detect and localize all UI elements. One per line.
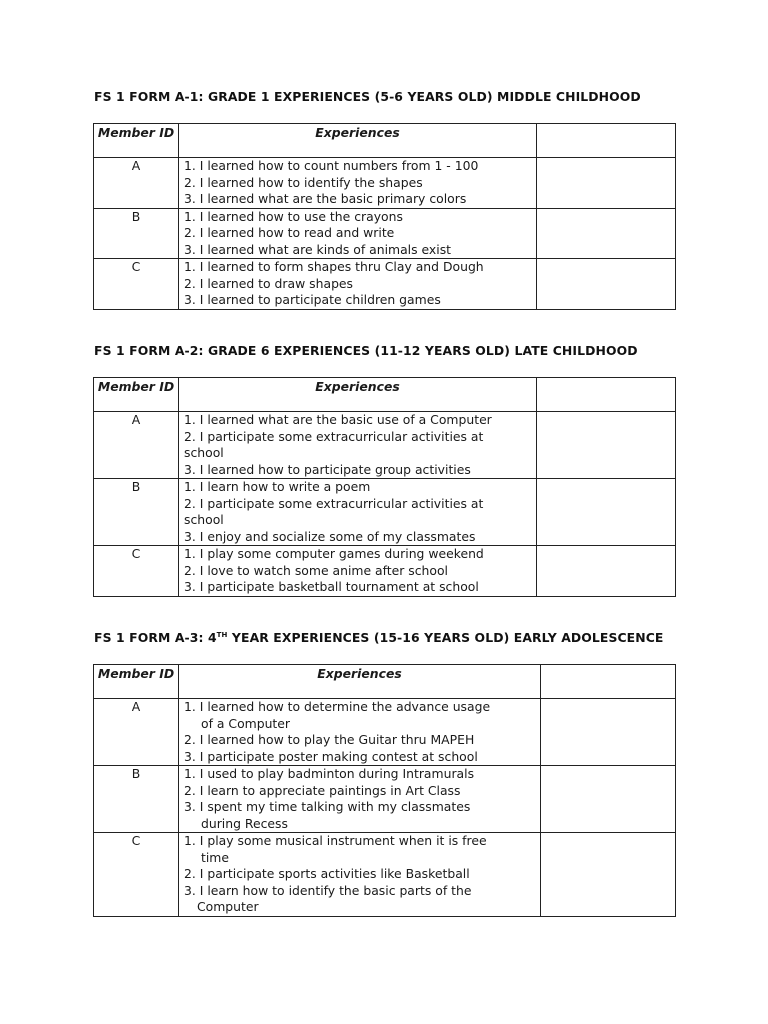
- experience-line: 3. I learn how to identify the basic parts of the: [184, 882, 472, 898]
- table-row: [94, 158, 676, 209]
- table-header-row: [94, 378, 676, 412]
- blank-cell: [537, 158, 676, 209]
- blank-cell: [541, 699, 676, 766]
- member-id-header: Member ID: [94, 378, 179, 412]
- experience-line: of a Computer: [201, 715, 291, 731]
- member-id-cell: B: [94, 208, 179, 259]
- experience-line: 2. I learned to draw shapes: [184, 275, 354, 291]
- experiences-header: Experiences: [179, 378, 537, 412]
- experience-cell: [179, 699, 541, 766]
- ordinal-suffix: TH: [216, 631, 228, 639]
- experience-cell: [179, 833, 541, 917]
- experience-line: 2. I learn to appreciate paintings in Art Class: [184, 782, 461, 798]
- experience-line: time: [201, 849, 229, 865]
- table-row: [94, 833, 676, 917]
- experience-line: 3. I learned how to participate group activities: [184, 461, 471, 477]
- experience-line: 1. I learned how to count numbers from 1 - 100: [184, 158, 479, 173]
- experience-line: 2. I love to watch some anime after school: [184, 562, 449, 578]
- experience-line: 2. I participate sports activities like Basketball: [184, 866, 470, 881]
- experience-cell: [179, 158, 537, 209]
- experience-line: 2. I participate some extracurricular activities at: [184, 495, 484, 511]
- member-id-header: Member ID: [94, 665, 179, 699]
- experience-line: 2. I learned how to identify the shapes: [184, 174, 423, 190]
- experience-line: 1. I learned to form shapes thru Clay and Dough: [184, 259, 484, 274]
- form-a1-table: [93, 123, 676, 310]
- experience-line: 1. I play some computer games during weekend: [184, 546, 484, 561]
- member-id-cell: B: [94, 479, 179, 546]
- experience-line: 3. I spent my time talking with my classmates: [184, 799, 471, 814]
- experience-line: 1. I learned what are the basic use of a Computer: [184, 412, 492, 427]
- blank-header: [537, 378, 676, 412]
- experiences-header: Experiences: [179, 124, 537, 158]
- blank-cell: [537, 479, 676, 546]
- blank-cell: [541, 833, 676, 917]
- table-row: [94, 259, 676, 310]
- experience-line: 3. I learned to participate children games: [184, 292, 441, 307]
- experience-line: during Recess: [201, 815, 288, 831]
- experience-line: 3. I enjoy and socialize some of my classmates: [184, 528, 476, 544]
- blank-cell: [537, 412, 676, 479]
- experience-cell: [179, 259, 537, 310]
- experience-line: school: [184, 512, 224, 527]
- blank-header: [537, 124, 676, 158]
- experience-line: 1. I used to play badminton during Intramurals: [184, 766, 475, 781]
- experiences-header: Experiences: [179, 665, 541, 699]
- experience-line: 2. I participate some extracurricular activities at: [184, 428, 484, 444]
- member-id-cell: A: [94, 412, 179, 479]
- table-header-row: [94, 124, 676, 158]
- experience-line: 3. I participate basketball tournament at school: [184, 579, 479, 594]
- experience-cell: [179, 766, 541, 833]
- form-a3-title: FS 1 FORM A-3: 4TH YEAR EXPERIENCES (15-16 YEARS OLD) EARLY ADOLESCENCE: [94, 630, 664, 645]
- experience-cell: [179, 208, 537, 259]
- experience-cell: [179, 412, 537, 479]
- table-row: [94, 412, 676, 479]
- form-a2-table: [93, 377, 676, 597]
- blank-cell: [537, 546, 676, 597]
- blank-header: [541, 665, 676, 699]
- blank-cell: [537, 208, 676, 259]
- experience-line: 3. I learned what are the basic primary colors: [184, 191, 467, 206]
- member-id-cell: C: [94, 259, 179, 310]
- table-row: [94, 208, 676, 259]
- experience-line: 1. I learned how to determine the advance usage: [184, 699, 491, 714]
- experience-line: 1. I learned how to use the crayons: [184, 208, 403, 224]
- member-id-cell: B: [94, 766, 179, 833]
- experience-line: 1. I play some musical instrument when it is free: [184, 833, 487, 848]
- form-a3-table: [93, 664, 676, 917]
- table-row: [94, 699, 676, 766]
- member-id-cell: A: [94, 158, 179, 209]
- form-a1-title: FS 1 FORM A-1: GRADE 1 EXPERIENCES (5-6 YEARS OLD) MIDDLE CHILDHOOD: [94, 89, 641, 104]
- experience-cell: [179, 479, 537, 546]
- form-a2-title: FS 1 FORM A-2: GRADE 6 EXPERIENCES (11-12 YEARS OLD) LATE CHILDHOOD: [94, 343, 638, 358]
- experience-line: school: [184, 445, 224, 460]
- table-row: [94, 546, 676, 597]
- table-row: [94, 766, 676, 833]
- experience-line: 3. I learned what are kinds of animals exist: [184, 241, 452, 257]
- experience-line: 2. I learned how to read and write: [184, 225, 395, 240]
- table-row: [94, 479, 676, 546]
- blank-cell: [537, 259, 676, 310]
- blank-cell: [541, 766, 676, 833]
- member-id-cell: C: [94, 546, 179, 597]
- member-id-cell: C: [94, 833, 179, 917]
- member-id-cell: A: [94, 699, 179, 766]
- table-header-row: [94, 665, 676, 699]
- experience-line: 1. I learn how to write a poem: [184, 479, 371, 494]
- member-id-header: Member ID: [94, 124, 179, 158]
- experience-line: Computer: [197, 899, 259, 914]
- experience-line: 2. I learned how to play the Guitar thru MAPEH: [184, 732, 475, 747]
- experience-cell: [179, 546, 537, 597]
- experience-line: 3. I participate poster making contest at school: [184, 748, 478, 764]
